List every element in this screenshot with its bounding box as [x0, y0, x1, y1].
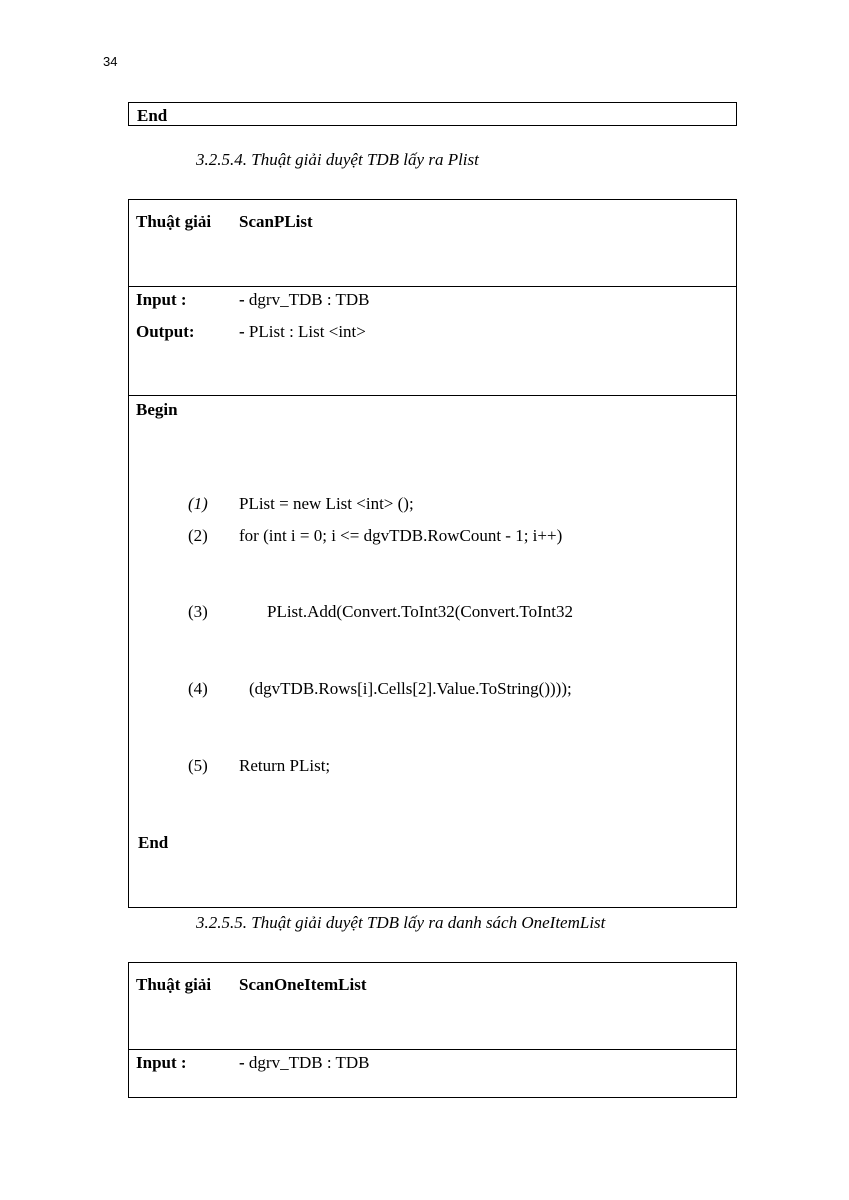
- output-text: PList : List <int>: [244, 322, 366, 341]
- end-label: End: [137, 106, 168, 125]
- input-dash: -: [239, 290, 245, 309]
- step-code: (dgvTDB.Rows[i].Cells[2].Value.ToString())));: [249, 679, 572, 698]
- step-code: Return PList;: [239, 756, 331, 775]
- io-row: [129, 1050, 736, 1097]
- section-caption: 3.2.5.4. Thuật giải duyệt TDB lấy ra Plist: [196, 150, 479, 169]
- step-code: PList = new List <int> ();: [239, 494, 414, 513]
- body-row: [129, 396, 736, 907]
- step-number: (5): [188, 756, 208, 775]
- input-dash: -: [239, 1053, 245, 1072]
- page-number: 34: [103, 54, 118, 69]
- io-row: [129, 287, 736, 396]
- input-text: dgrv_TDB : TDB: [244, 290, 370, 309]
- input-value: [239, 291, 370, 308]
- step-code: for (int i = 0; i <= dgvTDB.RowCount - 1; i++): [239, 526, 563, 545]
- output-label: Output:: [136, 322, 195, 341]
- prev-algorithm-box: [128, 102, 737, 126]
- input-text: dgrv_TDB : TDB: [244, 1053, 370, 1072]
- algorithm-header-row: [129, 200, 736, 287]
- input-label: Input :: [136, 290, 187, 309]
- algorithm-box-scanplist: [128, 199, 737, 908]
- step-number: (4): [188, 679, 208, 698]
- step-code: PList.Add(Convert.ToInt32(Convert.ToInt32: [267, 602, 573, 621]
- begin-label: Begin: [136, 400, 178, 419]
- step-number: (2): [188, 526, 208, 545]
- section-caption: 3.2.5.5. Thuật giải duyệt TDB lấy ra danh sách OneItemList: [196, 913, 606, 932]
- output-dash: -: [239, 322, 245, 341]
- algorithm-label: Thuật giải: [136, 975, 212, 994]
- input-label: Input :: [136, 1053, 187, 1072]
- algorithm-header-row: [129, 963, 736, 1050]
- algorithm-box-scanoneitemlist: [128, 962, 737, 1098]
- algorithm-label: Thuật giải: [136, 212, 212, 231]
- algorithm-name: ScanOneItemList: [239, 975, 367, 994]
- end-label: End: [138, 833, 169, 852]
- algorithm-name: ScanPList: [239, 212, 313, 231]
- step-number: (3): [188, 602, 208, 621]
- input-value: [239, 1054, 370, 1071]
- output-value: [239, 323, 366, 340]
- step-number: (1): [188, 494, 208, 513]
